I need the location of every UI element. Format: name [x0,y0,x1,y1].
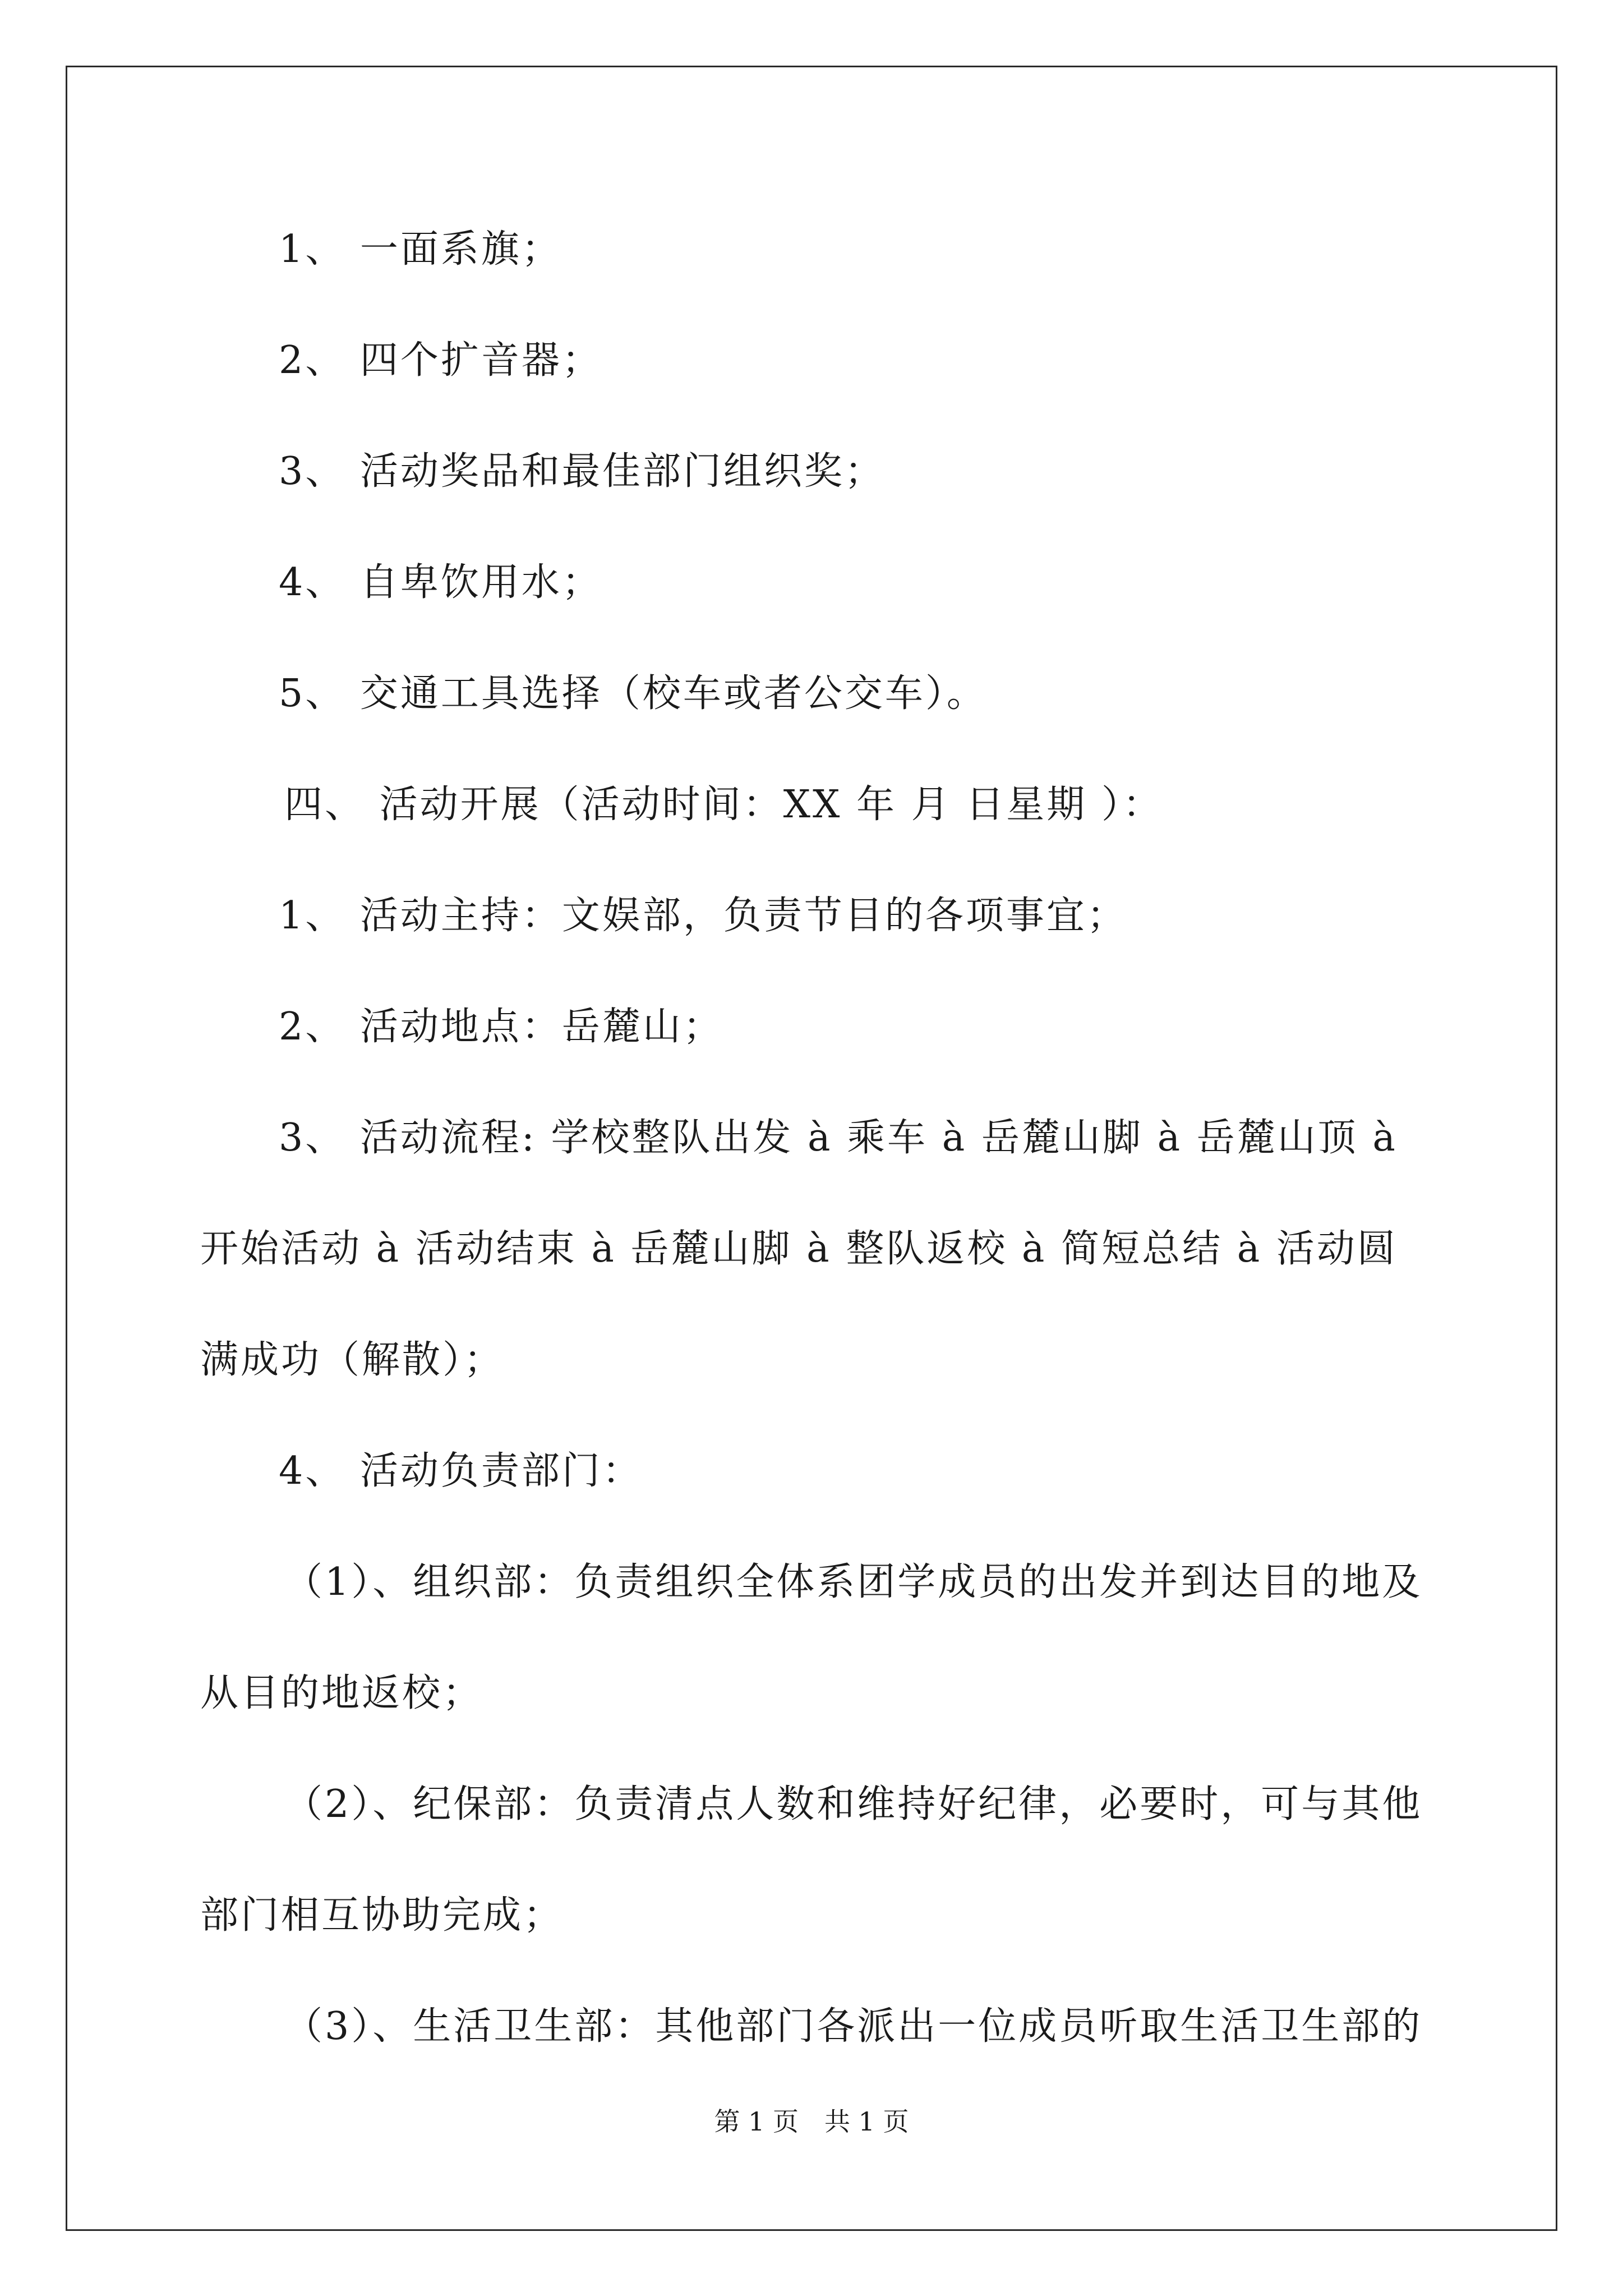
page-number-footer: 第 1 页 共 1 页 [714,2106,909,2137]
list-item: 4、 自卑饮用水； [279,560,602,605]
paragraph-line: （3）、生活卫生部：其他部门各派出一位成员听取生活卫生部的 [284,2004,1423,2049]
paragraph-line: 3、 活动流程: 学校整队出发 à 乘车 à 岳麓山脚 à 岳麓山顶 à [279,1116,1398,1160]
section-heading: 四、 活动开展（活动时间：XX 年 月 日星期 ）： [284,783,1163,827]
list-item: 2、 四个扩音器； [279,338,602,383]
list-item: 3、 活动奖品和最佳部门组织奖； [279,449,885,494]
paragraph-line: （2）、纪保部：负责清点人数和维持好纪律，必要时，可与其他 [284,1782,1423,1826]
paragraph-line: （1）、组织部：负责组织全体系团学成员的出发并到达目的地及 [284,1560,1423,1604]
list-item: 1、 活动主持：文娱部，负责节目的各项事宜； [279,894,1127,938]
paragraph-line: 开始活动 à 活动结束 à 岳麓山脚 à 整队返校 à 简短总结 à 活动圆 [200,1227,1398,1271]
list-item: 1、 一面系旗； [279,227,562,272]
paragraph-line: 部门相互协助完成； [200,1893,564,1938]
paragraph-line: 从目的地返校； [200,1671,483,1715]
list-item: 4、 活动负责部门： [279,1449,643,1493]
paragraph-line: 满成功（解散）； [200,1338,505,1382]
list-item: 2、 活动地点：岳麓山； [279,1005,723,1049]
list-item: 5、 交通工具选择（校车或者公交车）。 [279,671,987,716]
